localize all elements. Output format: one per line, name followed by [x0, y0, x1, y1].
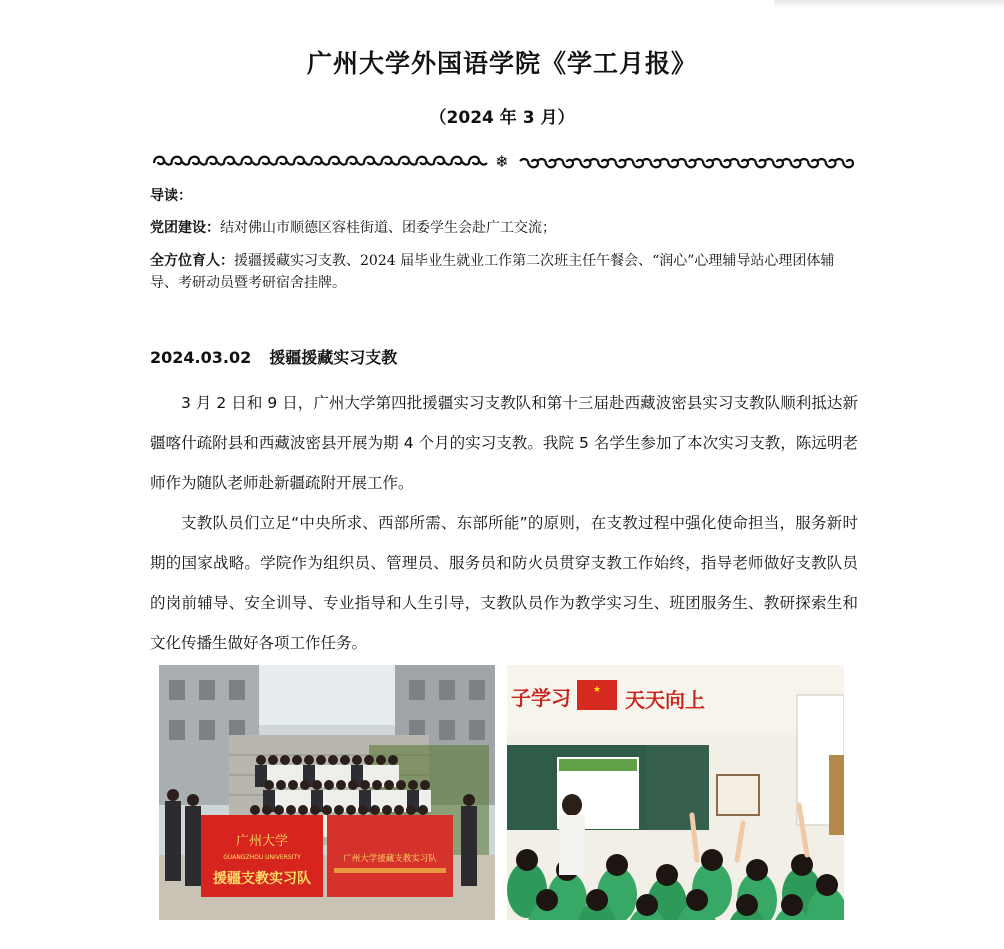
svg-text:天天向上: 天天向上	[625, 688, 705, 712]
ornament-divider	[150, 150, 855, 172]
svg-text:GUANGZHOU UNIVERSITY: GUANGZHOU UNIVERSITY	[223, 854, 301, 861]
svg-text:★: ★	[593, 685, 602, 695]
svg-text:广州大学: 广州大学	[235, 834, 289, 849]
group-photo	[159, 665, 495, 920]
document-subtitle: （2024 年 3 月）	[429, 108, 575, 128]
snowflake-icon: ❄	[495, 152, 509, 171]
paragraph-1: 3 月 2 日和 9 日，广州大学第四批援疆实习支教队和第十三届赴西藏波密县实习支教队顺利抵达新疆喀什疏附县和西藏波密县开展为期 4 个月的实习支教。我院 5 名学生参加了本次实习支教，陈远明老师作为随队老师赴新疆疏附开展工作。	[150, 394, 858, 492]
guide-heading: 导读：	[150, 188, 192, 204]
svg-text:援疆支教实习队: 援疆支教实习队	[213, 871, 311, 887]
svg-text:子学习: 子学习	[511, 686, 571, 710]
svg-text:广州大学援藏支教实习队: 广州大学援藏支教实习队	[343, 854, 437, 864]
document-title: 广州大学外国语学院《学工月报》	[306, 49, 697, 78]
guide-education: 全方位育人：援疆援藏实习支教、2024 届毕业生就业工作第二次班主任午餐会、“润心”心理辅导站心理团体辅导、考研动员暨考研宿舍挂牌。	[150, 253, 835, 291]
guide-party: 党团建设：结对佛山市顺德区容桂街道、团委学生会赴广工交流；	[150, 220, 556, 236]
classroom-photo	[507, 665, 844, 920]
section-heading: 2024.03.02 援疆援藏实习支教	[150, 348, 398, 367]
page-shadow	[774, 0, 1004, 8]
paragraph-2: 支教队员们立足“中央所求、西部所需、东部所能”的原则，在支教过程中强化使命担当，服务新时期的国家战略。学院作为组织员、管理员、服务员和防火员贯穿支教工作始终，指导老师做好支教队员的岗前辅导、安全训导、专业指导和人生引导，支教队员作为教学实习生、班团服务生、教研探索生和文化传播生做好各项工作任务。	[150, 514, 858, 652]
